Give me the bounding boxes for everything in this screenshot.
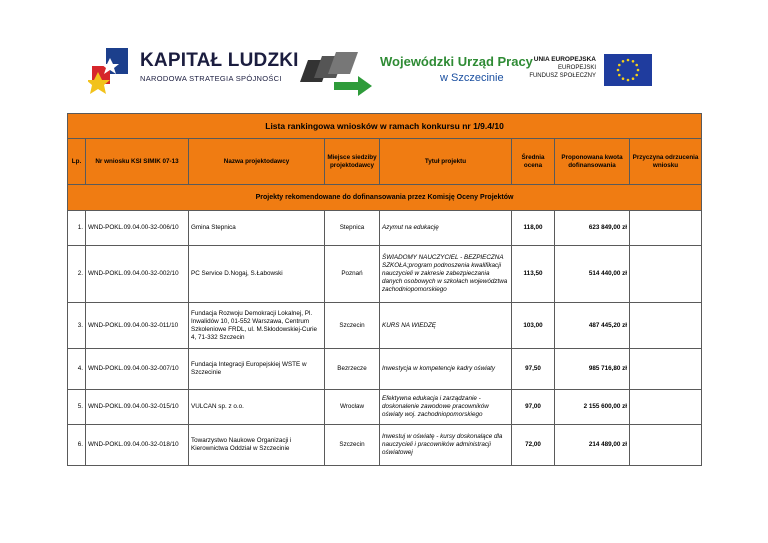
wup-logo xyxy=(300,50,533,98)
row-lp: 4. xyxy=(68,349,86,390)
section-row xyxy=(68,185,702,211)
table-row xyxy=(68,211,702,246)
table-row xyxy=(68,349,702,390)
row-applicant-name: Fundacja Integracji Europejskiej WSTE w Szczecinie xyxy=(189,349,325,390)
row-application-number: WND-POKL.09.04.00-32-002/10 xyxy=(86,246,189,303)
row-rejection-reason xyxy=(630,349,702,390)
row-lp: 1. xyxy=(68,211,86,246)
header-title: Tytuł projektu xyxy=(380,139,512,185)
wup-name: Wojewódzki Urząd Pracy xyxy=(380,54,533,69)
row-rejection-reason xyxy=(630,246,702,303)
row-funding-amount: 514 440,00 zł xyxy=(555,246,630,303)
row-lp: 3. xyxy=(68,303,86,349)
kapital-ludzki-logo xyxy=(88,44,299,100)
row-application-number: WND-POKL.09.04.00-32-018/10 xyxy=(86,425,189,466)
header-name: Nazwa projektodawcy xyxy=(189,139,325,185)
row-applicant-location: Szczecin xyxy=(325,303,380,349)
row-average-score: 118,00 xyxy=(512,211,555,246)
ue-line2: EUROPEJSKI xyxy=(557,65,596,71)
row-applicant-location: Poznań xyxy=(325,246,380,303)
row-rejection-reason xyxy=(630,425,702,466)
row-project-title: Efektywna edukacja i zarządzanie - doskonalenie zawodowe pracowników oświaty woj. zachodniopomorskiego xyxy=(380,390,512,425)
table-row xyxy=(68,390,702,425)
row-average-score: 113,50 xyxy=(512,246,555,303)
header-reason: Przyczyna odrzucenia wniosku xyxy=(630,139,702,185)
ue-line1: UNIA EUROPEJSKA xyxy=(533,56,596,63)
ue-logo xyxy=(529,54,652,90)
row-average-score: 72,00 xyxy=(512,425,555,466)
section-title: Projekty rekomendowane do dofinansowania przez Komisję Oceny Projektów xyxy=(68,185,702,211)
table-row xyxy=(68,246,702,303)
row-project-title: Azymut na edukację xyxy=(380,211,512,246)
row-lp: 5. xyxy=(68,390,86,425)
wup-emblem-icon xyxy=(300,52,372,96)
row-applicant-name: Gmina Stepnica xyxy=(189,211,325,246)
row-average-score: 97,00 xyxy=(512,390,555,425)
table-row xyxy=(68,425,702,466)
row-applicant-name: VULCAN sp. z o.o. xyxy=(189,390,325,425)
row-project-title: Inwestuj w oświatę - kursy doskonalące dla nauczycieli i pracowników administracji oświatowej xyxy=(380,425,512,466)
row-applicant-name: Fundacja Rozwoju Demokracji Lokalnej, Pl. Inwalidów 10, 01-552 Warszawa, Centrum Szkoleniowe FRDL, ul. M.Skłodowskiej-Curie 4, 71-332 Szczecin xyxy=(189,303,325,349)
row-lp: 6. xyxy=(68,425,86,466)
ue-text xyxy=(529,56,596,80)
ue-line3: FUNDUSZ SPOŁECZNY xyxy=(529,73,596,79)
table-header-row xyxy=(68,139,702,185)
table-title: Lista rankingowa wniosków w ramach konkursu nr 1/9.4/10 xyxy=(68,114,702,139)
row-project-title: Inwestycja w kompetencje kadry oświaty xyxy=(380,349,512,390)
row-application-number: WND-POKL.09.04.00-32-015/10 xyxy=(86,390,189,425)
row-applicant-location: Bezrzecze xyxy=(325,349,380,390)
row-project-title: KURS NA WIEDZĘ xyxy=(380,303,512,349)
row-applicant-location: Szczecin xyxy=(325,425,380,466)
header-nr: Nr wniosku KSI SIMIK 07-13 xyxy=(86,139,189,185)
row-rejection-reason xyxy=(630,211,702,246)
table-body xyxy=(68,211,702,466)
table-row xyxy=(68,303,702,349)
row-application-number: WND-POKL.09.04.00-32-011/10 xyxy=(86,303,189,349)
header-place: Miejsce siedziby projektodawcy xyxy=(325,139,380,185)
ranking-table xyxy=(67,113,702,466)
row-rejection-reason xyxy=(630,303,702,349)
row-average-score: 97,50 xyxy=(512,349,555,390)
row-applicant-name: PC Service D.Nogaj, S.Łabowski xyxy=(189,246,325,303)
wup-city: w Szczecinie xyxy=(440,72,504,84)
row-funding-amount: 487 445,20 zł xyxy=(555,303,630,349)
kapital-ludzki-title: KAPITAŁ LUDZKI xyxy=(140,50,299,71)
row-project-title: ŚWIADOMY NAUCZYCIEL - BEZPIECZNA SZKOŁA;program podnoszenia kwalifikacji nauczycieli w zakresie zabezpieczania danych osobowych w szkołach województwa zachodniopomorskiego xyxy=(380,246,512,303)
row-lp: 2. xyxy=(68,246,86,303)
row-applicant-location: Wrocław xyxy=(325,390,380,425)
row-rejection-reason xyxy=(630,390,702,425)
kapital-ludzki-emblem-icon xyxy=(88,44,136,100)
header-score: Średnia ocena xyxy=(512,139,555,185)
row-funding-amount: 214 489,00 zł xyxy=(555,425,630,466)
row-average-score: 103,00 xyxy=(512,303,555,349)
row-applicant-location: Stepnica xyxy=(325,211,380,246)
row-funding-amount: 2 155 600,00 zł xyxy=(555,390,630,425)
row-funding-amount: 985 716,80 zł xyxy=(555,349,630,390)
table-title-row xyxy=(68,114,702,139)
row-application-number: WND-POKL.09.04.00-32-007/10 xyxy=(86,349,189,390)
kapital-ludzki-subtitle: NARODOWA STRATEGIA SPÓJNOŚCI xyxy=(140,74,282,83)
row-applicant-name: Towarzystwo Naukowe Organizacji i Kierownictwa Oddział w Szczecinie xyxy=(189,425,325,466)
row-application-number: WND-POKL.09.04.00-32-006/10 xyxy=(86,211,189,246)
header-amount: Proponowana kwota dofinansowania xyxy=(555,139,630,185)
header-lp: Lp. xyxy=(68,139,86,185)
row-funding-amount: 623 849,00 zł xyxy=(555,211,630,246)
eu-flag-icon xyxy=(604,54,652,86)
